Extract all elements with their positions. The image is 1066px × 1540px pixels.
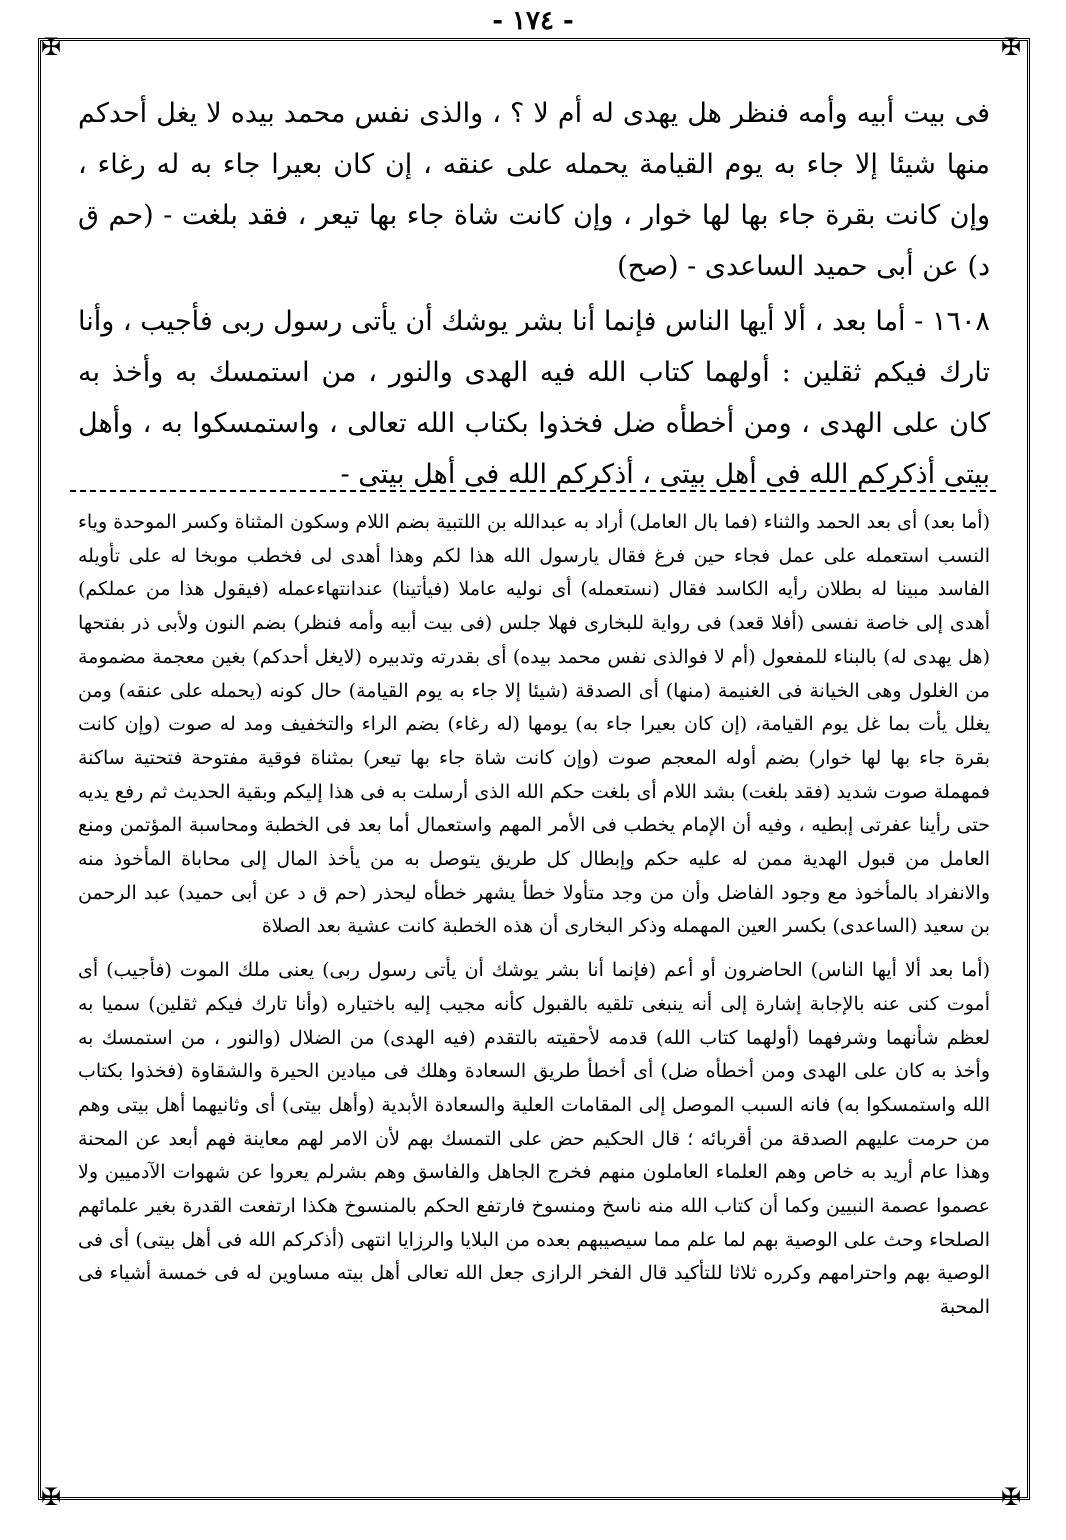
corner-ornament-icon: ✠ [40,33,62,61]
commentary-paragraph-2: (أما بعد ألا أيها الناس) الحاضرون أو أعم (فإنما أنا بشر يوشك أن يأتى رسول ربى) يعنى ملك الموت (فأجيب) أى أموت كنى عنه بالإجابة إشارة إلى أنه ينبغى تلقيه بالقبول كأنه مجيب إليه باختياره (وأنا تارك فيكم ثقلين) سميا به لعظم شأنهما وشرفهما (أولهما كتاب الله) قدمه لأحقيته بالتقدم (فيه الهدى) من الضلال (والنور ، من استمسك به وأخذ به كان على الهدى ومن أخطأه ضل) أى أخطأ طريق السعادة وهلك فى ميادين الحيرة والشقاوة (فخذوا بكتاب الله واستمسكوا به) فانه السبب الموصل إلى المقامات العلية والسعادة الأبدية (وأهل بيتى) أى وثانيهما أهل بيتى وهم من حرمت عليهم الصدقة من أقربائه ؛ قال الحكيم حض على التمسك بهم لأن الامر لهم معاينة فهم أبعد عن المحنة وهذا عام أريد به خاص وهم العلماء العاملون منهم فخرج الجاهل والفاسق وهم بشرلم يعروا عن شهوات الآدميين ولا عصموا عصمة النبيين وكما أن كتاب الله منه ناسخ ومنسوخ فارتفع الحكم بالمنسوخ هكذا ارتفعت القدرة بغير علمائهم الصلحاء وحث على الوصية بهم لما علم مما سيصيبهم بعده من البلايا والرزايا انتهى (أذكركم الله فى أهل بيتى) أى فى الوصية بهم واحترامهم وكرره ثلاثا للتأكيد قال الفخر الرازى جعل الله تعالى أهل بيته مساوين له فى خمسة أشياء فى المحبة [78,959,990,1319]
page-number: - ١٧٤ - [492,6,574,36]
corner-ornament-icon: ✠ [1000,33,1022,61]
commentary [78,506,990,1325]
section-divider [70,490,996,492]
hadith-1608: ١٦٠٨ - أما بعد ، ألا أيها الناس فإنما أنا بشر يوشك أن يأتى رسول ربى فأجيب ، وأنا تارك فيكم ثقلين : أولهما كتاب الله فيه الهدى والنور ، من استمسك به وأخذ به كان على الهدى ، ومن أخطأه ضل فخذوا بكتاب الله تعالى ، واستمسكوا به ، وأهل بيتى أذكركم الله فى أهل بيتى ، أذكركم الله فى أهل بيتى - [78,306,990,490]
corner-ornament-icon: ✠ [40,1483,62,1511]
commentary-paragraph-1: (أما بعد) أى بعد الحمد والثناء (فما بال العامل) أراد به عبدالله بن اللتبية بضم اللام وسكون المثناة وكسر الموحدة وياء النسب استعمله على عمل فجاء حين فرغ فقال يارسول الله هذا لكم وهذا أهدى لى فخطب موبخا له على تأويله الفاسد مبينا له بطلان رأيه الكاسد فقال (نستعمله) أى نوليه عاملا (فيأتينا) عندانتهاءعمله (فيقول هذا من عملكم) أهدى إلى خاصة نفسى (أفلا قعد) فى رواية للبخارى فهلا جلس (فى بيت أبيه وأمه فنظر) بضم النون ولأبى ذر بفتحها (هل يهدى له) بالبناء للمفعول (أم لا فوالذى نفس محمد بيده) أى بقدرته وتدبيره (لايغل أحدكم) بغين معجمة مضمومة من الغلول وهى الخيانة فى الغنيمة (منها) أى الصدقة (شيئا إلا جاء به يوم القيامة) حال كونه (يحمله على عنقه) ومن يغلل يأت بما غل يوم القيامة، (إن كان بعيرا جاء به) يومها (له رغاء) بضم الراء والتخفيف ومد له صوت (وإن كانت بقرة جاء بها لها خوار) بضم أوله المعجم صوت (وإن كانت شاة جاء بها تيعر) بمثناة فوقية مفتوحة فتحتية ساكنة فمهملة صوت شديد (فقد بلغت) بشد اللام أى بلغت حكم الله الذى أرسلت به فى هذا إليكم وبقية الحديث ثم رفع يديه حتى رأينا عفرتى إبطيه ، وفيه أن الإمام يخطب فى الأمر المهم واستعمال أما بعد فى الخطبة ومحاسبة المؤتمن ومنع العامل من قبول الهدية ممن له عليه حكم وإبطال كل طريق يتوصل به من يأخذ المال إلى محاباة المأخوذ منه والانفراد بالمأخوذ مع وجود الفاضل وأن من وجد متأولا خطأ يشهر خطأه ليحذر (حم ق د عن أبى حميد) عبد الرحمن بن سعيد (الساعدى) بكسر العين المهمله وذكر البخارى أن هذه الخطبة كانت عشية بعد الصلاة [78,511,990,938]
hadith-continuation: فى بيت أبيه وأمه فنظر هل يهدى له أم لا ؟ ، والذى نفس محمد بيده لا يغل أحدكم منها شيئا إلا جاء به يوم القيامة يحمله على عنقه ، إن كان بعيرا جاء به له رغاء ، وإن كانت بقرة جاء بها لها خوار ، وإن كانت شاة جاء بها تيعر ، فقد بلغت - (حم ق د) عن أبى حميد الساعدى - (صح) [78,98,990,282]
corner-ornament-icon: ✠ [1000,1483,1022,1511]
hadith-text [78,88,990,500]
